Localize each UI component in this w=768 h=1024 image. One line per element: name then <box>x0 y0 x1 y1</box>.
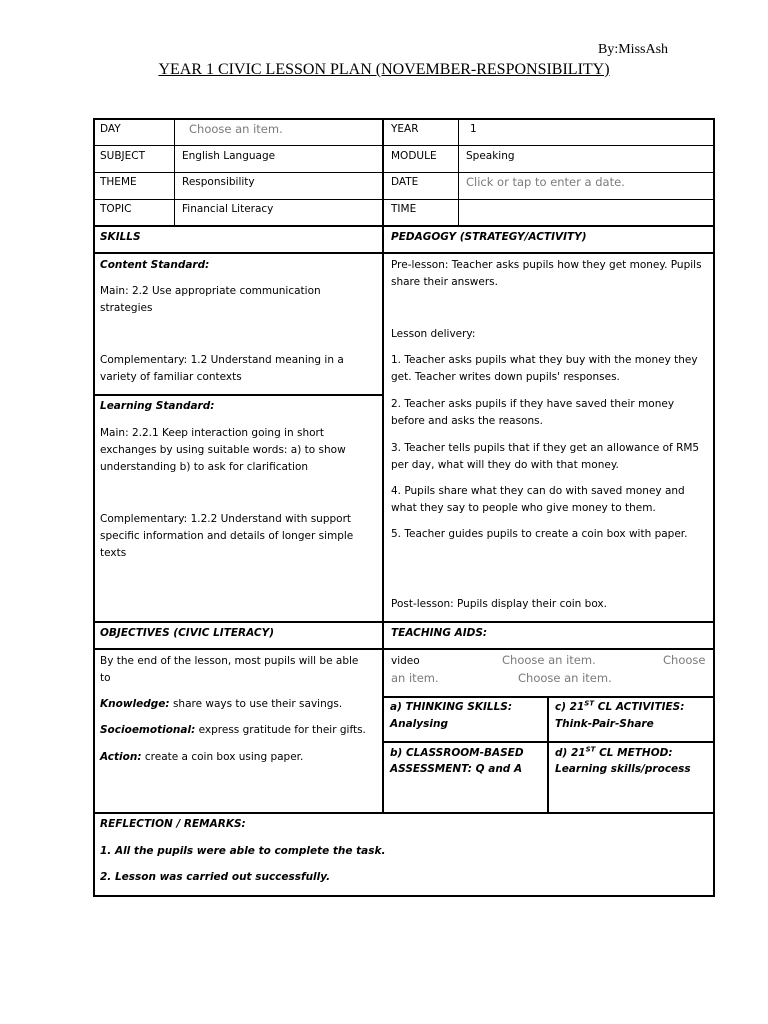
objective-socioemotional <box>100 722 366 739</box>
subject-value: English Language <box>182 150 276 162</box>
content-standard-main: Main: 2.2 Use appropriate communication strategies <box>100 285 321 314</box>
cl-activities-value: Think-Pair-Share <box>555 718 654 730</box>
col-divider <box>174 118 175 226</box>
cl-activities-post: CL ACTIVITIES: <box>594 701 685 713</box>
delivery-step-5: 5. Teacher guides pupils to create a coin box with paper. <box>391 528 688 540</box>
lesson-delivery-label: Lesson delivery: <box>391 328 476 340</box>
year-value: 1 <box>470 123 477 135</box>
assessment-value: ASSESSMENT: Q and A <box>390 763 523 775</box>
content-standard-complementary: Complementary: 1.2 Understand meaning in a variety of familiar contexts <box>100 354 344 383</box>
teaching-aids-header: TEACHING AIDS: <box>391 627 488 639</box>
aid-video: video <box>391 655 420 667</box>
cl-method-post: CL METHOD: <box>595 747 673 759</box>
topic-value: Financial Literacy <box>182 203 274 215</box>
content-standard-heading: Content Standard: <box>100 259 210 271</box>
objectives-intro: By the end of the lesson, most pupils will be able to <box>100 655 359 684</box>
delivery-step-4: 4. Pupils share what they can do with saved money and what they say to people who give money to them. <box>391 485 685 514</box>
socioemotional-label: Socioemotional: <box>100 724 196 736</box>
subject-label: SUBJECT <box>100 150 146 162</box>
learning-standard-main: Main: 2.2.1 Keep interaction going in short exchanges by using suitable words: a) to show understanding b) to ask for clarification <box>100 427 346 473</box>
reflection-line-1: 1. All the pupils were able to complete the task. <box>100 845 386 857</box>
cl-activities-sup: ST <box>584 699 595 708</box>
thinking-skills-label: a) THINKING SKILLS: <box>390 701 513 713</box>
module-value: Speaking <box>466 150 515 162</box>
row-divider <box>93 199 715 200</box>
row-divider <box>93 394 384 396</box>
row-divider <box>384 696 715 698</box>
learning-standard-heading: Learning Standard: <box>100 400 215 412</box>
aid-select-2-cont[interactable]: an item. <box>391 671 439 685</box>
col-divider <box>458 118 459 226</box>
cl-method-sup: ST <box>585 745 596 754</box>
col-divider <box>547 697 549 813</box>
action-label: Action: <box>100 751 142 763</box>
objective-knowledge <box>100 696 342 713</box>
reflection-line-2: 2. Lesson was carried out successfully. <box>100 871 331 883</box>
delivery-step-2: 2. Teacher asks pupils if they have saved their money before and asks the reasons. <box>391 398 675 427</box>
row-divider <box>384 741 715 743</box>
cl-method-value: Learning skills/process <box>555 763 691 775</box>
row-divider <box>93 225 715 227</box>
objective-action <box>100 749 303 766</box>
learning-standard-complementary: Complementary: 1.2.2 Understand with support specific information and details of longer simple texts <box>100 513 354 559</box>
day-select[interactable]: Choose an item. <box>189 122 283 136</box>
skills-header: SKILLS <box>100 231 141 243</box>
year-label: YEAR <box>391 123 419 135</box>
date-label: DATE <box>391 176 419 188</box>
row-divider <box>93 172 715 173</box>
theme-label: THEME <box>100 176 137 188</box>
module-label: MODULE <box>391 150 437 162</box>
assessment-label: b) CLASSROOM-BASED <box>390 747 524 759</box>
delivery-step-3: 3. Teacher tells pupils that if they get an allowance of RM5 per day, what will they do with that money. <box>391 442 700 471</box>
date-picker[interactable]: Click or tap to enter a date. <box>466 175 625 189</box>
cl-method-label <box>555 745 673 762</box>
time-label: TIME <box>391 203 417 215</box>
thinking-skills-value: Analysing <box>390 718 448 730</box>
socioemotional-text: express gratitude for their gifts. <box>195 724 366 736</box>
theme-value: Responsibility <box>182 176 255 188</box>
objectives-header: OBJECTIVES (CIVIC LITERACY) <box>100 627 275 639</box>
action-text: create a coin box using paper. <box>141 751 304 763</box>
page-title <box>0 61 768 79</box>
author-byline: By:MissAsh <box>598 42 669 57</box>
aid-select-3[interactable]: Choose an item. <box>518 671 612 685</box>
cl-activities-label <box>555 699 684 716</box>
row-divider <box>93 648 715 650</box>
row-divider <box>93 252 715 254</box>
delivery-step-1: 1. Teacher asks pupils what they buy with the money they get. Teacher writes down pupils' responses. <box>391 354 698 383</box>
pedagogy-header: PEDAGOGY (STRATEGY/ACTIVITY) <box>391 231 587 243</box>
row-divider <box>93 621 715 623</box>
cl-method-pre: d) 21 <box>555 747 586 759</box>
day-label: DAY <box>100 123 121 135</box>
cl-activities-pre: c) 21 <box>555 701 585 713</box>
pre-lesson-text: Pre-lesson: Teacher asks pupils how they get money. Pupils share their answers. <box>391 259 702 288</box>
col-divider <box>382 118 384 813</box>
row-divider <box>93 145 715 146</box>
aid-select-1[interactable]: Choose an item. <box>502 653 596 667</box>
reflection-header: REFLECTION / REMARKS: <box>100 818 246 830</box>
row-divider <box>93 812 715 814</box>
title-text: YEAR 1 CIVIC LESSON PLAN (NOVEMBER-RESPONSIBILITY) <box>158 61 610 78</box>
topic-label: TOPIC <box>100 203 132 215</box>
knowledge-text: share ways to use their savings. <box>169 698 343 710</box>
aid-select-2[interactable]: Choose <box>663 653 706 667</box>
knowledge-label: Knowledge: <box>100 698 170 710</box>
post-lesson-text: Post-lesson: Pupils display their coin box. <box>391 598 607 610</box>
